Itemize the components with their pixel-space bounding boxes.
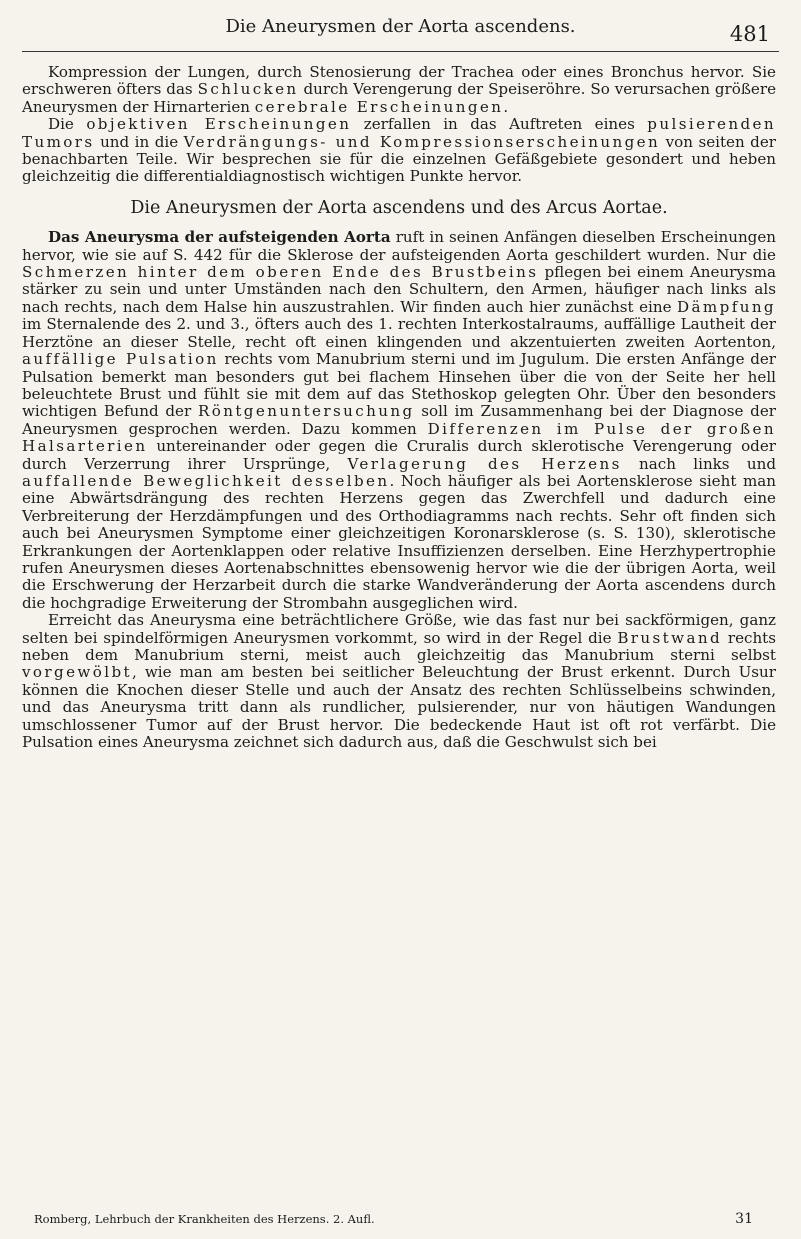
section-paragraphs	[22, 229, 776, 751]
text-run: Die	[48, 115, 87, 134]
text-run: .	[503, 97, 509, 116]
signature-mark: 31	[735, 1211, 753, 1227]
text-run: rechts neben dem Manubrium sterni, meist auch gleichzeitig das Manubrium sterni selbst	[22, 628, 776, 664]
text-run: . Noch häufiger als bei Aortensklerose sieht man eine Abwärtsdrängung des rechten Herzens gegen das Zwerchfell und dadurch eine Verbreiterung der Herzdämpfungen und des Orthodiagramms nach rechts. Sehr oft finden sich auch bei Aneurysmen Symptome einer gleichzeitigen Koronarsklerose (s. S. 130), sklerotische Erkrankungen der Aortenklappen oder relative Insuffizienzen derselben. Eine Herzhypertrophie rufen Aneurysmen dieses Aortenabschnittes ebensowenig hervor wie die der übrigen Aorta, weil die Erschwerung der Herzarbeit durch die starke Wandveränderung der Aorta ascendens durch die hochgradige Erweiterung der Strombahn ausgeglichen wird.	[22, 471, 777, 612]
text-run: nach links und	[621, 454, 776, 473]
text-run: rechts vom Manubrium sterni und im Jugulum. Die ersten Anfänge der Pulsation bemerkt man besonders gut bei flachem Hinsehen über die von der Seite her hell beleuchtete Brust und fühlt sie mit dem auf das Stethoskop gelegten Ohr. Über den besonders wichtigen Befund der	[22, 350, 777, 421]
spaced-emphasis: Verlagerung des Herzens	[347, 454, 622, 473]
spaced-emphasis: cerebrale Erscheinungen	[254, 97, 504, 116]
text-run: , wie man am besten bei seitlicher Beleuchtung der Brust erkennt. Durch Usur können die Knochen dieser Stelle und auch der Ansatz des rechten Schlüsselbeins schwinden, und das Aneurysma tritt dann als rundlicher, pulsierender, nur von häutigen Wandungen umschlossener Tumor auf der Brust hervor. Die bedeckende Haut ist oft rot verfärbt. Die Pulsation eines Aneurysma zeichnet sich dadurch aus, daß die Geschwulst sich bei	[22, 663, 776, 752]
spaced-emphasis: auffallende Beweglichkeit desselben	[22, 471, 390, 490]
header-rule	[22, 51, 779, 52]
running-head	[0, 6, 801, 46]
text-run: soll im Zusammenhang bei der Diagnose der Aneurysmen gesprochen werden. Dazu kommen	[22, 402, 776, 438]
paragraph	[22, 116, 776, 186]
spaced-emphasis: vorgewölbt	[22, 663, 132, 682]
text-run: durch Verengerung der Speiseröhre. So verursachen größere Aneurysmen der Hirnarterien	[22, 80, 776, 116]
text-run: zerfallen in das Auftreten eines	[351, 115, 648, 134]
text-run: untereinander oder gegen die Cruralis durch sklerotische Verengerung oder durch Verzerrung ihrer Ursprünge,	[22, 437, 776, 473]
spaced-emphasis: auffällige Pulsation	[22, 350, 219, 369]
text-run: Erreicht das Aneurysma eine beträchtlichere Größe, wie das fast nur bei sackförmigen, ganz selten bei spindelförmigen Aneurysmen vorkommt, so wird in der Regel die	[22, 611, 776, 647]
spaced-emphasis: Schlucken	[197, 80, 299, 99]
text-run: ruft in seinen Anfängen dieselben Erscheinungen hervor, wie sie auf S. 442 für die Sklerose der aufsteigenden Aorta geschildert wurden. Nur die	[22, 228, 776, 264]
spaced-emphasis: Schmerzen hinter dem oberen Ende des Brustbeins	[22, 263, 539, 282]
text-run: Kompression der Lungen, durch Stenosierung der Trachea oder eines Bronchus hervor. Sie erschweren öfters das	[22, 63, 776, 99]
paragraph	[22, 229, 776, 612]
paragraph	[22, 64, 776, 116]
paragraph	[22, 612, 776, 751]
spaced-emphasis: Differenzen im Pulse der großen Halsarterien	[22, 419, 776, 456]
text-run: pflegen bei einem Aneurysma stärker zu sein und unter Umständen nach den Schultern, den Armen, häufiger nach links als nach rechts, nach dem Halse hin auszustrahlen. Wir finden auch hier zunächst eine	[22, 263, 776, 316]
running-head-title: Die Aneurysmen der Aorta ascendens.	[225, 16, 576, 37]
text-run: und in die	[94, 132, 184, 151]
page-number: 481	[729, 22, 770, 46]
page-footer	[34, 1212, 753, 1226]
spaced-emphasis: Verdrängungs- und Kompressionserscheinungen	[183, 132, 661, 151]
bold-term: Das Aneurysma der aufsteigenden Aorta	[48, 228, 391, 247]
spaced-emphasis: objektiven Erscheinungen	[86, 115, 352, 134]
spaced-emphasis: pulsierenden Tumors	[22, 115, 776, 151]
intro-paragraphs	[22, 64, 776, 186]
spaced-emphasis: Röntgenuntersuchung	[197, 402, 415, 421]
text-run: von seiten der benachbarten Teile. Wir besprechen sie für die einzelnen Gefäßgebiete gesondert und heben gleichzeitig die differentialdiagnostisch wichtigen Punkte hervor.	[22, 132, 776, 186]
spaced-emphasis: Brustwand	[617, 628, 723, 647]
spaced-emphasis: Dämpfung	[677, 297, 776, 316]
text-run: im Sternalende des 2. und 3., öfters auch des 1. rechten Interkostalraums, auffällige Lautheit der Herztöne an dieser Stelle, recht oft einen klingenden und akzentuierten zweiten Aortenton,	[22, 315, 776, 351]
section-heading: Die Aneurysmen der Aorta ascendens und des Arcus Aortae.	[130, 197, 668, 218]
footer-citation: Romberg, Lehrbuch der Krankheiten des Herzens. 2. Aufl.	[34, 1212, 375, 1226]
body-text	[22, 64, 776, 751]
